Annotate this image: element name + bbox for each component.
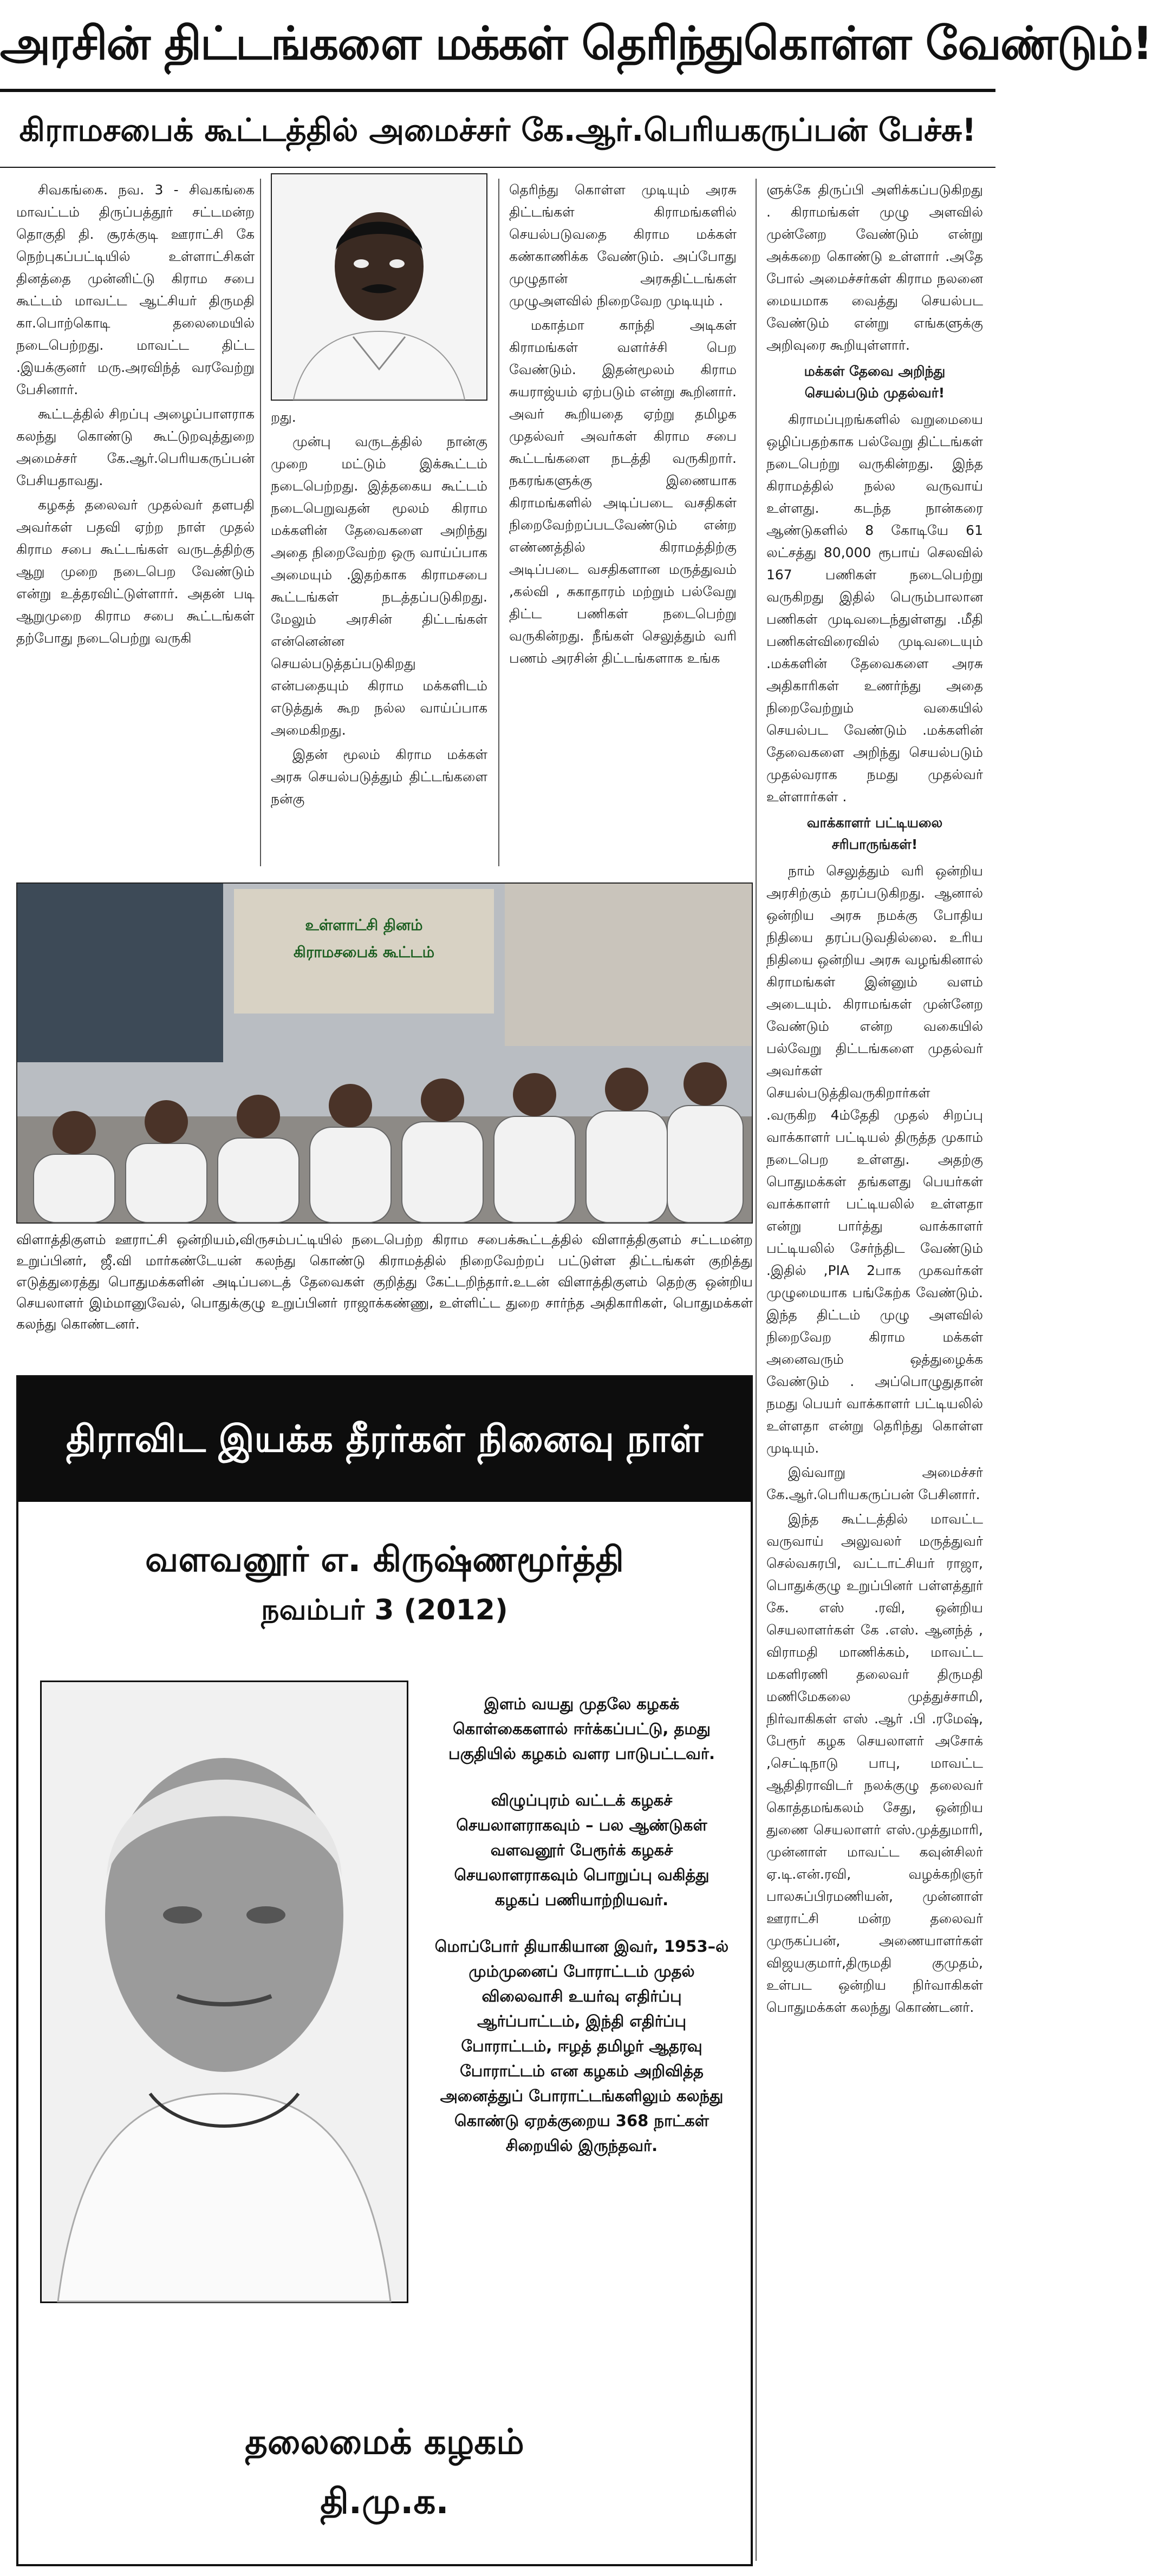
subheading-voter-list: வாக்காளர் பட்டியலை சரிபாருங்கள்! bbox=[806, 815, 943, 852]
memorial-portrait bbox=[40, 1681, 408, 2303]
col2-para-1: றது. bbox=[271, 409, 296, 425]
photo-banner-line-2: கிராமசபைக் கூட்டம் bbox=[293, 943, 435, 961]
gram-sabha-photo bbox=[16, 882, 753, 1224]
column-rule bbox=[756, 179, 757, 2561]
col1-para-3: கழகத் தலைவர் முதல்வர் தளபதி அவர்கள் பதவி ஏற்ற நாள் முதல் கிராம சபை கூட்டங்கள் வருடத்திற்கு ஆறு முறை நடைபெற வேண்டும் என்று உத்தரவிட்டுள்ளார். அதன் படி ஆறுமுறை கிராம சபை கூட்டங்கள் தற்போது நடைபெற்று வருகி bbox=[16, 497, 255, 646]
memorial-box bbox=[16, 1375, 753, 2566]
photo-banner-line-1: உள்ளாட்சி தினம் bbox=[305, 916, 423, 934]
memorial-org: தலைமைக் கழகம் bbox=[245, 2422, 524, 2462]
col3-para-2: மகாத்மா காந்தி அடிகள் கிராமங்கள் வளர்ச்சி பெற வேண்டும். இதன்மூலம் கிராம சுயராஜ்யம் ஏற்படும் என்று கூறினார். அவர் கூறியதை ஏற்று தமிழக முதல்வர் அவர்கள் கிராம சபை கூட்டங்களை நடத்தி வருகிறார். நகரங்களுக்கு இணையாக கிராமங்களில் அடிப்படை வசதிகள் நிறைவேற்றப்படவேண்டும் என்ற எண்ணத்தில் கிராமத்திற்கு அடிப்படை வசதிகளான மருத்துவம் ,கல்வி , சுகாதாரம் மற்றும் பல்வேறு திட்ட பணிகள் நடைபெற்று வருகின்றது. நீங்கள் செலுத்தும் வரி பணம் அரசின் திட்டங்களாக உங்க bbox=[509, 317, 737, 666]
col4-para-2: கிராமப்புறங்களில் வறுமையை ஒழிப்பதற்காக பல்வேறு திட்டங்கள் நடைபெற்று வருகின்றது. இந்த கிராமத்தில் நல்ல வருவாய் உள்ளது. கடந்த நான்கரை ஆண்டுகளில் 8 கோடியே 61 லட்சத்து 80,000 ரூபாய் செலவில் 167 பணிகள் நடைபெற்று வருகிறது இதில் பெரும்பாலான பணிகள் முடிவடைந்துள்ளது .மீதி பணிகள்விரைவில் முடிவடையும் .மக்களின் தேவைகளை அரசு அதிகாரிகள் உணர்ந்து அதை நிறைவேற்றும் வகையில் செயல்பட வேண்டும் .மக்களின் தேவைகளை அறிந்து செயல்படும் முதல்வராக நமது முதல்வர் உள்ளார்கள் . bbox=[766, 411, 983, 805]
memorial-name: வளவனூர் எ. கிருஷ்ணமூர்த்தி bbox=[145, 1540, 624, 1580]
col2-para-2: முன்பு வருடத்தில் நான்கு முறை மட்டும் இக்கூட்டம் நடைபெற்றது. இத்தகைய கூட்டம் நடைபெறுவதன் மூலம் கிராம மக்களின் தேவைகளை அறிந்து அதை நிறைவேற்ற ஒரு வாய்ப்பாக அமையும் .இதற்காக கிராமசபை கூட்டங்கள் நடத்தப்படுகிறது. மேலும் அரசின் திட்டங்கள் என்னென்ன செயல்படுத்தப்படுகிறது என்பதையும் கிராம மக்களிடம் எடுத்துக் கூற நல்ல வாய்ப்பாக அமைகிறது. bbox=[271, 434, 487, 738]
photo-caption: விளாத்திகுளம் ஊராட்சி ஒன்றியம்,விருசம்பட்டியில் நடைபெற்ற கிராம சபைக்கூட்டத்தில் விளாத்திகுளம் சட்டமன்ற உறுப்பினர், ஜீ.வி மார்கண்டேயன் கலந்து கொண்டு கிராமத்தில் நிறைவேற்றப் பட்டுள்ள திட்டங்கள் குறித்து எடுத்துரைத்து பொதுமக்களின் அடிப்படைத் தேவைகள் குறித்து கேட்டறிந்தார்.உடன் விளாத்திகுளம் தெற்கு ஒன்றிய செயலாளர் இம்மானுவேல், பொதுக்குழு உறுப்பினர் ராஜாக்கண்ணு, உள்ளிட்ட துறை சார்ந்த அதிகாரிகள், பொதுமக்கள் கலந்து கொண்டனர். bbox=[16, 1232, 753, 1332]
article-column-1-text bbox=[16, 179, 255, 872]
memorial-para-1: இளம் வயது முதலே கழகக் கொள்கைகளால் ஈர்க்கப்பட்டு, தமது பகுதியில் கழகம் வளர பாடுபட்டவர். bbox=[448, 1695, 715, 1763]
article-column-2 bbox=[271, 406, 487, 872]
minister-portrait-image bbox=[272, 174, 486, 400]
headline: அரசின் திட்டங்களை மக்கள் தெரிந்துகொள்ள வேண்டும்! bbox=[0, 0, 995, 92]
col4-para-3: நாம் செலுத்தும் வரி ஒன்றிய அரசிற்கும் தரப்படுகிறது. ஆனால் ஒன்றிய அரசு நமக்கு போதிய நிதியை தரப்படுவதில்லை. உரிய நிதியை ஒன்றிய அரசு வழங்கினால் கிராமங்கள் இன்னும் வளம் அடையும். கிராமங்கள் முன்னேற வேண்டும் என்ற வகையில் பல்வேறு திட்டங்களை முதல்வர் அவர்கள் செயல்படுத்திவருகிறார்கள் .வருகிற 4ம்தேதி முதல் சிறப்பு வாக்காளர் பட்டியல் திருத்த முகாம் நடைபெற உள்ளது. அதற்கு பொதுமக்கள் தங்களது பெயர்கள் வாக்காளர் பட்டியலில் உள்ளதா என்று பார்த்து வாக்காளர் பட்டியலில் சேர்ந்திட வேண்டும் .இதில் ,PIA 2பாக முகவர்கள் முழுமையாக பங்கேற்க வேண்டும். இந்த திட்டம் முழு அளவில் நிறைவேற கிராம மக்கள் அனைவரும் ஒத்துழைக்க வேண்டும் . அப்பொழுதுதான் நமது பெயர் வாக்காளர் பட்டியலில் உள்ளதா என்று தெரிந்து கொள்ள முடியும். bbox=[766, 863, 983, 1456]
col4-para-5: இந்த கூட்டத்தில் மாவட்ட வருவாய் அலுவலர் மருத்துவர் செல்வசுரபி, வட்டாட்சியர் ராஜா, பொதுக்குழு உறுப்பினர் பள்ளத்தூர் கே. எஸ் .ரவி, ஒன்றிய செயலாளர்கள் கே .எஸ். ஆனந்த் , விராமதி மாணிக்கம், மாவட்ட மகளிரணி தலைவர் திருமதி மணிமேகலை முத்துச்சாமி, நிர்வாகிகள் எஸ் .ஆர் .பி .ரமேஷ், பேரூர் கழக செயலாளர் அசோக் ,செட்டிநாடு பாபு, மாவட்ட ஆதிதிராவிடர் நலக்குழு தலைவர் கொத்தமங்கலம் சேது, ஒன்றிய துணை செயலாளர் எஸ்.முத்துமாரி, முன்னாள் மாவட்ட கவுன்சிலர் ஏ.டி.என்.ரவி, வழக்கறிஞர் பாலசுப்பிரமணியன், முன்னாள் ஊராட்சி மன்ற தலைவர் முருகப்பன், அணையாளர்கள் விஜயகுமார்,திருமதி குமுதம், உள்பட ஒன்றிய நிர்வாகிகள் பொதுமக்கள் கலந்து கொண்டனர். bbox=[766, 1511, 983, 2015]
memorial-date: நவம்பர் 3 (2012) bbox=[261, 1594, 508, 1626]
col2-para-3: இதன் மூலம் கிராம மக்கள் அரசு செயல்படுத்தும் திட்டங்களை நன்கு bbox=[271, 747, 487, 807]
col1-para-2: கூட்டத்தில் சிறப்பு அழைப்பாளராக கலந்து கொண்டு கூட்டுறவுத்துறை அமைச்சர் கே.ஆர்.பெரியகருப்பன் பேசியதாவது. bbox=[16, 406, 255, 488]
memorial-party: தி.மு.க. bbox=[320, 2482, 449, 2522]
article-column-3 bbox=[509, 179, 737, 872]
memorial-banner: திராவிட இயக்க தீரர்கள் நினைவு நாள் bbox=[18, 1377, 751, 1502]
subheading-cm-needs: மக்கள் தேவை அறிந்து செயல்படும் முதல்வர்! bbox=[804, 363, 946, 401]
minister-portrait bbox=[271, 173, 487, 401]
col3-para-1: தெரிந்து கொள்ள முடியும் அரசு திட்டங்கள் கிராமங்களில் செயல்படுவதை கிராம மக்கள் கண்காணிக்க வேண்டும். அப்போது முழுதான் அரசுதிட்டங்கள் முழுஅளவில் நிறைவேற முடியும் . bbox=[509, 182, 737, 309]
subheadline: கிராமசபைக் கூட்டத்தில் அமைச்சர் கே.ஆர்.பெரியகருப்பன் பேச்சு! bbox=[0, 92, 995, 168]
col4-para-4: இவ்வாறு அமைச்சர் கே.ஆர்.பெரியகருப்பன் பேசினார். bbox=[766, 1464, 983, 1502]
column-rule bbox=[260, 179, 261, 866]
article-column-4 bbox=[766, 179, 983, 2566]
memorial-para-3: மொப்போர் தியாகியான இவர், 1953–ல் மும்முனைப் போராட்டம் முதல் விலைவாசி உயர்வு எதிர்ப்பு ஆர்ப்பாட்டம், இந்தி எதிர்ப்பு போராட்டம், ஈழத் தமிழர் ஆதரவு போராட்டம் என கழகம் அறிவித்த அனைத்துப் போராட்டங்களிலும் கலந்து கொண்டு ஏறக்குறைய 368 நாட்கள் சிறையில் இருந்தவர். bbox=[434, 1937, 729, 2155]
memorial-para-2: விழுப்புரம் வட்டக் கழகச் செயலாளராகவும் – பல ஆண்டுகள் வளவனூர் பேரூர்க் கழகச் செயலாளராகவும் பொறுப்பு வகித்து கழகப் பணியாற்றியவர். bbox=[454, 1791, 710, 1909]
column-rule bbox=[498, 179, 499, 866]
col1-para-1: சிவகங்கை. நவ. 3 - சிவகங்கை மாவட்டம் திருப்பத்தூர் சட்டமன்ற தொகுதி தி. சூரக்குடி ஊராட்சி கே நெற்புகப்பட்டியில் உள்ளாட்சிகள் தினத்தை முன்னிட்டு கிராம சபை கூட்டம் மாவட்ட ஆட்சியர் திருமதி கா.பொற்கொடி தலைமையில் நடைபெற்றது. மாவட்ட திட்ட .இயக்குனர் மரு.அரவிந்த் வரவேற்று பேசினார். bbox=[16, 182, 255, 397]
col4-para-1: ளுக்கே திருப்பி அளிக்கப்படுகிறது . கிராமங்கள் முழு அளவில் முன்னேற வேண்டும் என்று அக்கறை கொண்டு உள்ளார் .அதே போல் அமைச்சர்கள் கிராம நலனை மையமாக வைத்து செயல்பட வேண்டும் என்று எங்களுக்கு அறிவுரை கூறியுள்ளார். bbox=[766, 182, 983, 353]
memorial-portrait-image bbox=[42, 1682, 407, 2302]
memorial-text bbox=[430, 1691, 733, 2180]
